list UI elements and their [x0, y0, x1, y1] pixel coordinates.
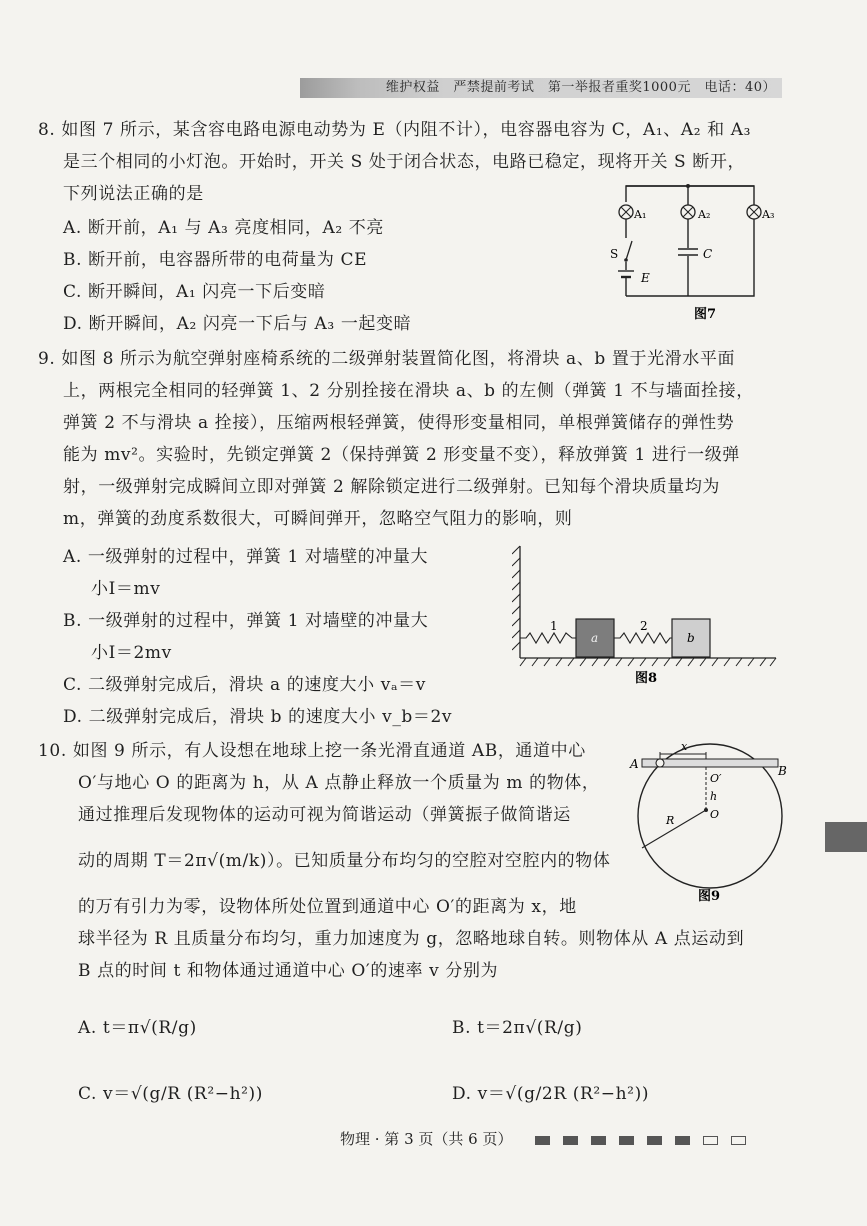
side-tab-marker: [825, 822, 867, 852]
q9-option-d: D. 二级弹射完成后，滑块 b 的速度大小 v_b＝2v: [63, 707, 453, 727]
page-marker: [619, 1136, 634, 1145]
wall-hatch: [512, 546, 776, 666]
page-marker: [535, 1136, 550, 1145]
figure-8-springs: [512, 540, 782, 690]
q9-stem-line: 弹簧 2 不与滑块 a 拴接），压缩两根轻弹簧，使得形变量相同，单根弹簧储存的弹性势: [63, 413, 735, 433]
label-a1: A₁: [634, 208, 647, 221]
spring-2-icon: [614, 633, 672, 643]
q9-stem-line: 能为 mv²。实验时，先锁定弹簧 2（保持弹簧 2 形变量不变），释放弹簧 1 进行一级弹: [63, 445, 740, 465]
q10-stem-line: O′与地心 O 的距离为 h，从 A 点静止释放一个质量为 m 的物体，: [78, 773, 600, 793]
label-r: R: [666, 814, 675, 827]
page-footer: [340, 1128, 759, 1149]
q9-option-b: B. 一级弹射的过程中，弹簧 1 对墙壁的冲量大: [63, 611, 429, 631]
label-e: E: [641, 271, 650, 285]
header-banner: 维护权益 严禁提前考试 第一举报者重奖1000元 电话：40）: [300, 78, 782, 98]
figure-9-earth: [626, 738, 790, 906]
page-marker: [591, 1136, 606, 1145]
page-marker: [675, 1136, 690, 1145]
label-a3: A₃: [762, 208, 775, 221]
figure-9-caption: 图9: [698, 889, 721, 904]
page-marker: [731, 1136, 746, 1145]
q8-stem-line: 8. 如图 7 所示，某含容电路电源电动势为 E（内阻不计），电容器电容为 C，A₁、A₂ 和 A₃: [38, 120, 752, 140]
object-icon: [656, 759, 664, 767]
q10-stem-line: 通过推理后发现物体的运动可视为简谐运动（弹簧振子做简谐运: [78, 805, 571, 825]
q9-stem-line: 9. 如图 8 所示为航空弹射座椅系统的二级弹射装置简化图，将滑块 a、b 置于光滑水平面: [38, 349, 736, 369]
q10-option-c: C. v＝√(g/R (R²−h²)): [78, 1084, 264, 1104]
question-9: [38, 343, 754, 535]
label-spring-1: 1: [550, 619, 558, 633]
q10-option-b: B. t＝2π√(R/g): [452, 1018, 583, 1038]
q8-stem-line: 是三个相同的小灯泡。开始时，开关 S 处于闭合状态，电路已稳定，现将开关 S 断开，: [63, 152, 746, 172]
figure-7-circuit: [608, 178, 786, 328]
page-indicator: [535, 1130, 759, 1148]
q10-stem-line: 的万有引力为零，设物体所处位置到通道中心 O′的距离为 x，地: [78, 897, 577, 917]
q8-option-a: A. 断开前，A₁ 与 A₃ 亮度相同，A₂ 不亮: [63, 218, 384, 238]
footer-text: 物理 · 第 3 页（共 6 页）: [340, 1130, 513, 1148]
q9-option-a-cont: 小I＝mv: [91, 579, 161, 599]
q9-stem-line: m，弹簧的劲度系数很大，可瞬间弹开，忽略空气阻力的影响，则: [63, 509, 573, 529]
q8-stem-line: 下列说法正确的是: [63, 184, 204, 204]
q10-stem-line: 球半径为 R 且质量分布均匀，重力加速度为 g，忽略地球自转。则物体从 A 点运动到: [78, 929, 745, 949]
label-o: O: [710, 808, 720, 821]
label-b: B: [778, 764, 787, 778]
q8-option-b: B. 断开前，电容器所带的电荷量为 CE: [63, 250, 368, 270]
label-o-prime: O′: [710, 772, 722, 785]
q10-stem-line: 动的周期 T＝2π√(m/k)）。已知质量分布均匀的空腔对空腔内的物体: [78, 851, 611, 871]
q9-options: [63, 541, 503, 733]
q10-option-d: D. v＝√(g/2R (R²−h²)): [452, 1084, 650, 1104]
label-a2: A₂: [698, 208, 711, 221]
q9-stem-line: 射，一级弹射完成瞬间立即对弹簧 2 解除锁定进行二级弹射。已知每个滑块质量均为: [63, 477, 721, 497]
figure-7-caption: 图7: [694, 307, 717, 322]
q9-option-a: A. 一级弹射的过程中，弹簧 1 对墙壁的冲量大: [63, 547, 429, 567]
q9-option-b-cont: 小I＝2mv: [91, 643, 172, 663]
label-block-b: b: [687, 631, 695, 645]
q9-option-c: C. 二级弹射完成后，滑块 a 的速度大小 vₐ＝v: [63, 675, 426, 695]
q8-option-d: D. 断开瞬间，A₂ 闪亮一下后与 A₃ 一起变暗: [63, 314, 412, 334]
label-s: S: [610, 247, 619, 261]
page-marker: [647, 1136, 662, 1145]
label-c: C: [703, 247, 713, 261]
q10-stem-line: 10. 如图 9 所示，有人设想在地球上挖一条光滑直通道 AB，通道中心: [38, 741, 586, 761]
q10-stem-line: B 点的时间 t 和物体通过通道中心 O′的速率 v 分别为: [78, 961, 499, 981]
figure-8-caption: 图8: [635, 671, 658, 686]
label-x: x: [681, 740, 688, 753]
page-marker: [563, 1136, 578, 1145]
label-a: A: [630, 757, 639, 771]
label-spring-2: 2: [640, 619, 648, 633]
q10-option-a: A. t＝π√(R/g): [78, 1018, 197, 1038]
spring-1-icon: [520, 633, 576, 643]
q9-stem-line: 上，两根完全相同的轻弹簧 1、2 分别拴接在滑块 a、b 的左侧（弹簧 1 不与墙面拴接，: [63, 381, 754, 401]
q8-option-c: C. 断开瞬间，A₁ 闪亮一下后变暗: [63, 282, 326, 302]
label-block-a: a: [591, 631, 599, 645]
label-h: h: [710, 790, 718, 803]
page-marker: [703, 1136, 718, 1145]
q8-options: [63, 212, 411, 340]
